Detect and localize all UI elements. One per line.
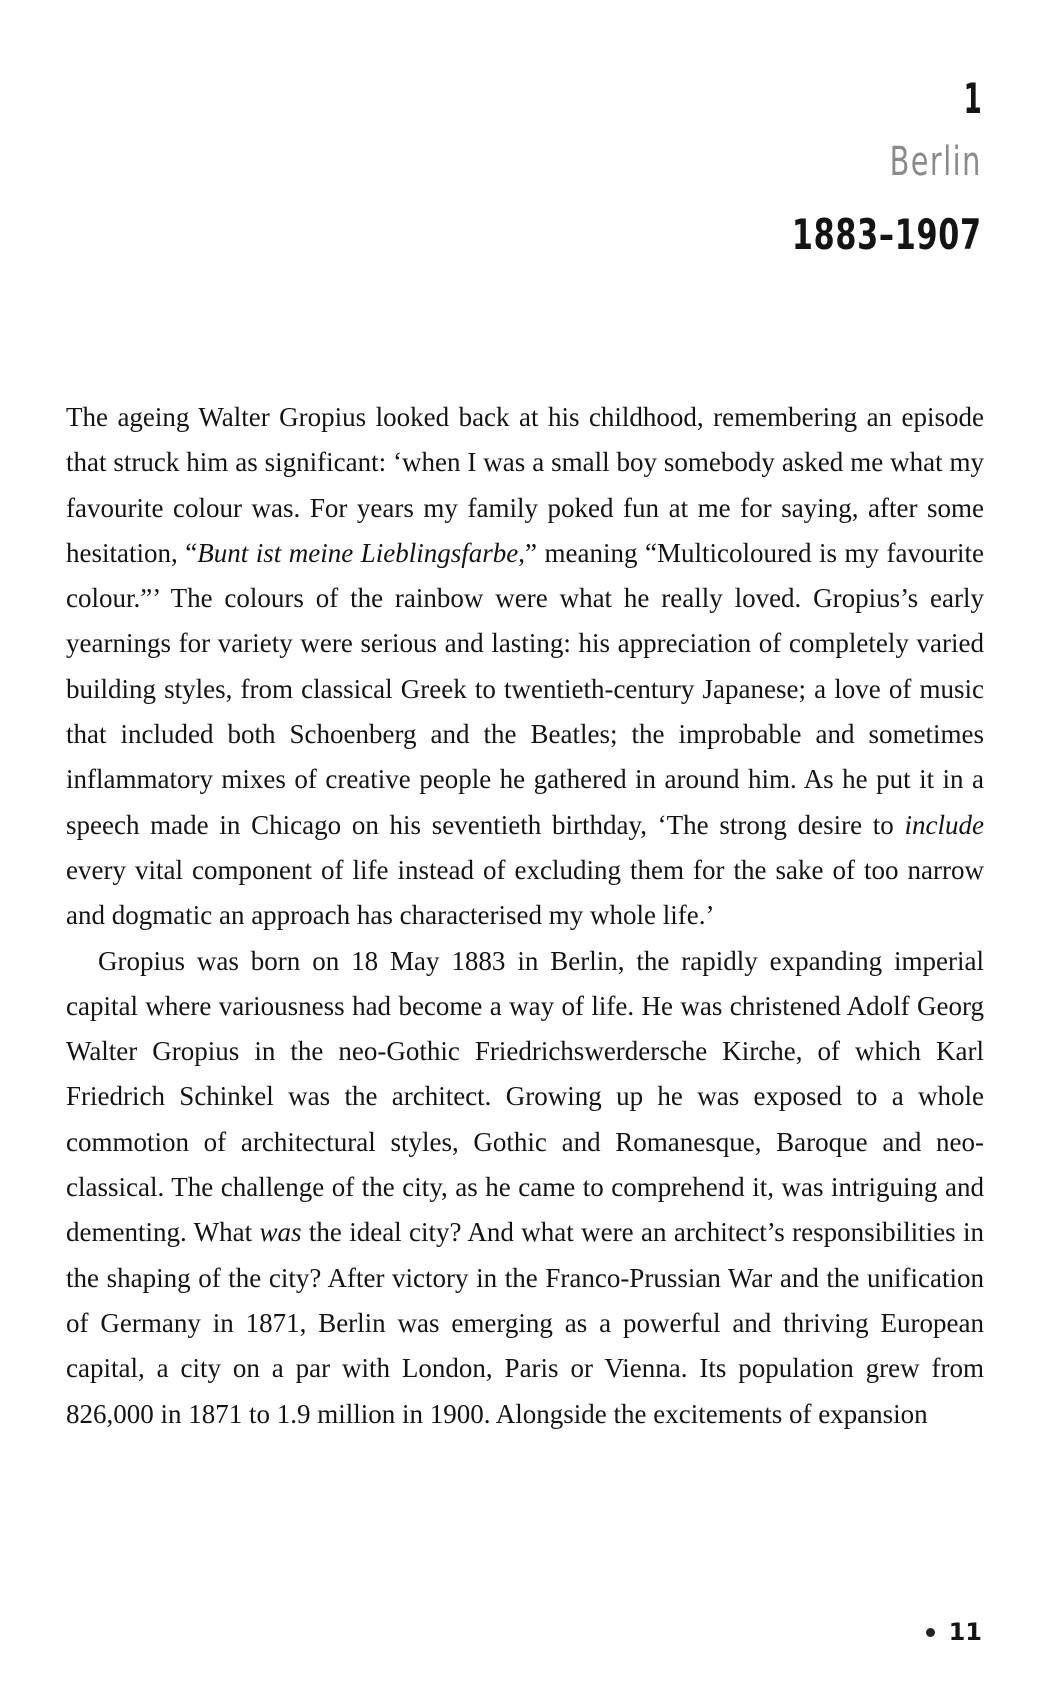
chapter-heading — [718, 74, 982, 259]
page-number: 11 — [948, 1618, 982, 1646]
paragraph-2 — [66, 939, 984, 1437]
text-run: the ideal city? And what were an architect’s responsibilities in the shaping of the city? After victory in the Franco-Prussian War and the unification of Germany in 1871, Berlin was emerging as a powerful and thriving European capital, a city on a par with London, Paris or Vienna. Its population grew from 826,000 in 1871 to 1.9 million in 1900. Alongside the excitements of expansion — [66, 1217, 984, 1429]
bullet-icon — [926, 1628, 935, 1637]
text-run: every vital component of life instead of excluding them for the sake of too narrow and dogmatic an approach has characterised my whole life.’ — [66, 854, 984, 931]
text-run: ,” meaning “Multicoloured is my favourite colour.”’ The colours of the rainbow were what he really loved. Gropius’s early yearnings for variety were serious and lasting: his appreciation of completely varied building styles, from classical Greek to twentieth-century Japanese; a love of music that included both Schoenberg and the Beatles; the improbable and sometimes inflammatory mixes of creative people he gathered in around him. As he put it in a speech made in Chicago on his seventieth birthday, ‘The strong desire to — [66, 537, 985, 840]
italic-emphasis: was — [259, 1217, 302, 1248]
chapter-dates: 1883–1907 — [792, 210, 982, 259]
italic-foreign-phrase: Bunt ist meine Lieblingsfarbe — [197, 537, 519, 568]
chapter-title: Berlin — [889, 139, 982, 185]
page-footer — [926, 1618, 982, 1646]
text-run: The ageing Walter Gropius looked back at his childhood, remembering an episode that struck him as significant: ‘when I was a small boy somebody asked me what my favourite colour was. For years my family poked fun at me for saying, after some hesitation, “ — [66, 402, 984, 568]
text-run: Gropius was born on 18 May 1883 in Berlin, the rapidly expanding imperial capital where variousness had become a way of life. He was christened Adolf Georg Walter Gropius in the neo-Gothic Friedrichswerdersche Kirche, of which Karl Friedrich Schinkel was the architect. Growing up he was exposed to a whole commotion of architectural styles, Gothic and Romanesque, Baroque and neo-classical. The challenge of the city, as he came to comprehend it, was intriguing and dementing. What — [66, 945, 984, 1248]
body-text — [66, 395, 984, 1437]
chapter-number: 1 — [963, 74, 982, 123]
italic-emphasis: include — [904, 809, 984, 840]
paragraph-1 — [66, 395, 984, 939]
